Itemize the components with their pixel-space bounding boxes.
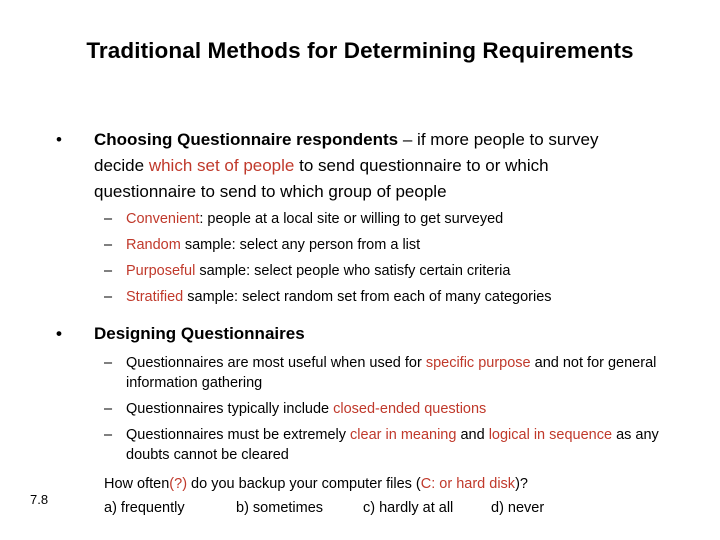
bullet-marker: • (56, 130, 62, 149)
question-text: How often (104, 476, 170, 492)
item-text: and (456, 427, 489, 443)
bullet-text: to send questionnaire to or which (294, 156, 549, 175)
question-text: )? (515, 476, 528, 492)
dash-marker: – (104, 237, 113, 253)
item-text: Questionnaires are most useful when used for (126, 355, 426, 371)
slide-title: Traditional Methods for Determining Requirements (86, 38, 634, 63)
list-item (104, 399, 664, 419)
highlight-text: which set of people (148, 156, 295, 175)
list-item (104, 284, 552, 310)
answer-option: c) hardly at all (363, 500, 454, 516)
bullet-choosing-respondents (56, 127, 666, 205)
slide-number: 7.8 (30, 492, 49, 507)
dash-marker: – (104, 289, 113, 305)
list-item (104, 232, 552, 258)
item-text: sample: select any person from a list (180, 237, 421, 253)
question-text: do you backup your computer files ( (187, 476, 421, 492)
bullet-heading: Choosing Questionnaire respondents (94, 130, 399, 149)
item-text: sample: select people who satisfy certain criteria (195, 263, 511, 279)
bullet-text: – if more people to survey (398, 130, 599, 149)
answer-option: a) frequently (104, 500, 185, 516)
highlight-text: clear in meaning (350, 427, 457, 443)
dash-marker: – (104, 401, 113, 417)
highlight-text: Stratified (126, 289, 184, 305)
list-item (104, 425, 664, 465)
bullet-marker: • (56, 324, 62, 343)
item-text: sample: select random set from each of many categories (183, 289, 552, 305)
bullet-line-3: questionnaire to send to which group of people (94, 182, 447, 201)
list-item (104, 258, 552, 284)
highlight-text: logical in sequence (488, 427, 613, 443)
item-text: Questionnaires must be extremely (126, 427, 351, 443)
item-text: and not for general information gathering (126, 355, 657, 391)
list-item (104, 353, 664, 393)
answer-options (104, 500, 544, 516)
bullet-designing-questionnaires (56, 321, 305, 347)
bullet-heading: Designing Questionnaires (94, 324, 305, 343)
item-text: as any doubts cannot be cleared (126, 427, 659, 463)
highlight-text: specific purpose (425, 355, 531, 371)
item-text: Questionnaires typically include (126, 401, 334, 417)
sampling-methods-list (104, 206, 552, 310)
bullet-line-2 (66, 153, 666, 179)
dash-marker: – (104, 211, 113, 227)
highlight-text: (?) (169, 476, 188, 492)
dash-marker: – (104, 263, 113, 279)
answer-option: b) sometimes (236, 500, 324, 516)
bullet-text: decide (94, 156, 149, 175)
highlight-text: Purposeful (126, 263, 196, 279)
bullet-line-1 (66, 127, 666, 153)
example-question (104, 476, 528, 492)
questionnaire-tips-list (104, 353, 664, 465)
answer-option: d) never (491, 500, 545, 516)
highlight-text: Convenient (126, 211, 200, 227)
highlight-text: Random (126, 237, 181, 253)
item-text: : people at a local site or willing to get surveyed (199, 211, 504, 227)
highlight-text: C: or hard disk (420, 476, 516, 492)
list-item (104, 206, 552, 232)
highlight-text: closed-ended questions (333, 401, 487, 417)
dash-marker: – (104, 355, 113, 371)
dash-marker: – (104, 427, 113, 443)
